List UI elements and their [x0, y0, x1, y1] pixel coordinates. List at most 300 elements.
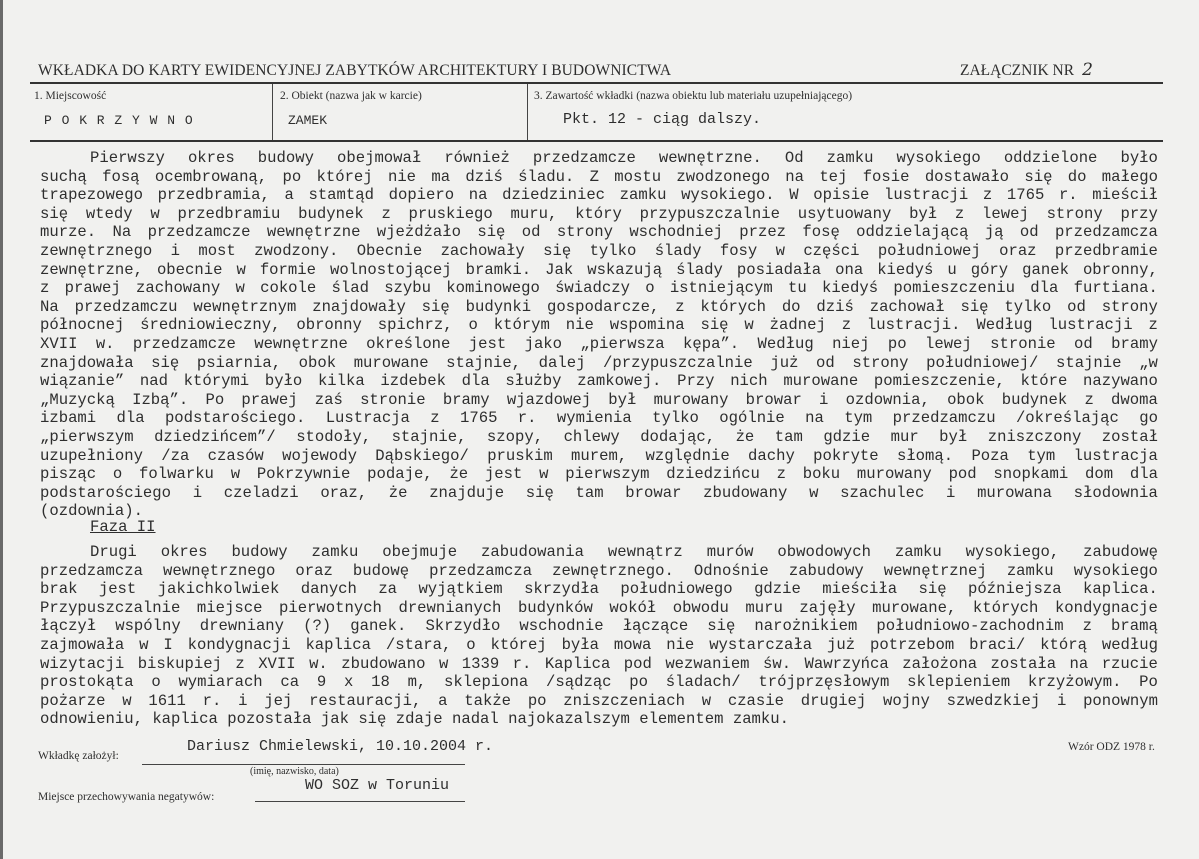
word: zajęły [799, 598, 856, 617]
text-line [40, 316, 1158, 335]
text-line [40, 655, 1158, 674]
word: r. [202, 691, 222, 710]
word: trójprzęsłowym [758, 673, 890, 692]
text-line [40, 580, 1158, 599]
word: po [887, 334, 907, 353]
word: lustracji [884, 186, 969, 205]
word: kominowego [446, 279, 540, 298]
word: w [438, 654, 449, 673]
word: wysokiego [1073, 561, 1158, 580]
author-hint: (imię, nazwisko, data) [250, 766, 339, 777]
word: 9 [316, 673, 327, 692]
form-version: Wzór ODZ 1978 r. [1068, 741, 1155, 753]
word: zbudowany [703, 483, 788, 502]
word: i [1056, 691, 1067, 710]
word: ganek [1022, 260, 1069, 279]
word: zaś [314, 390, 343, 409]
word: nadal [451, 710, 499, 729]
word: 18 [371, 673, 390, 692]
word: zbudowano [341, 654, 426, 673]
word: budynek [1001, 390, 1068, 409]
annex-label-text: ZAŁĄCZNIK NR [960, 62, 1075, 79]
word: względnie [645, 446, 730, 465]
word: dla [116, 409, 145, 428]
word: na [805, 409, 824, 428]
word: wjazdowej [506, 390, 592, 409]
word: wysokiego. [681, 186, 775, 205]
word: suchą [40, 167, 87, 186]
word: z [1084, 390, 1094, 409]
word: u [947, 260, 957, 279]
word: stajnie, [446, 353, 522, 372]
word: Jak [545, 260, 574, 279]
word: z [1082, 617, 1092, 636]
word: kondygnacji [187, 635, 291, 654]
word: określone [366, 334, 451, 353]
word: wewnętrzne [254, 334, 348, 353]
word: dla [1129, 465, 1158, 484]
word: się [151, 353, 180, 372]
word: się [1024, 167, 1053, 186]
word: przedzamczu [74, 297, 178, 316]
word: ją [984, 223, 1004, 242]
word: chlewy [563, 427, 620, 446]
word: oraz, [320, 483, 368, 502]
word: wymiarach [178, 673, 263, 692]
word: Wawrzyńca [804, 654, 889, 673]
word: śladu. [518, 167, 575, 186]
word: obejmuje [382, 543, 458, 561]
word: żadnej [769, 316, 826, 335]
word: z [1148, 316, 1158, 335]
word: od [816, 353, 835, 372]
text-line [40, 428, 1158, 447]
word: stronie [360, 390, 426, 409]
word: strony [556, 223, 613, 242]
word: został [1101, 427, 1158, 446]
word: ślady [654, 241, 702, 260]
word: dla [461, 372, 490, 391]
word: od [1019, 223, 1039, 242]
word: służby [505, 372, 562, 391]
word: murowany [856, 465, 932, 484]
text-line [40, 186, 1158, 205]
word: Przypuszczalnie [40, 598, 181, 617]
text-line [40, 636, 1158, 655]
word: tu [788, 279, 807, 298]
word: Skrzydło [425, 617, 501, 636]
word: 1611 [148, 691, 186, 710]
word: „Muzycką [40, 390, 115, 409]
word: nie [387, 167, 417, 186]
word: południowo-zachodnim [876, 617, 1064, 636]
word: z [381, 204, 391, 223]
word: zamku [311, 543, 359, 561]
word: który [575, 204, 622, 223]
form-title: WKŁADKA DO KARTY EWIDENCYJNEJ ZABYTKÓW ARCHITEKTURY I BUDOWNICTWA [38, 62, 672, 79]
word: przedbramiu [177, 204, 281, 223]
word: śladach/ [665, 673, 741, 692]
word: wokół [609, 598, 657, 617]
word: fosą [102, 167, 140, 186]
word: lewej [982, 204, 1029, 223]
word: brak [40, 580, 78, 599]
text-line [40, 242, 1158, 261]
word: wysokiego, [965, 543, 1060, 561]
word: łączył [40, 617, 97, 636]
word: pierwotnych [278, 598, 382, 617]
word: południowego [620, 580, 733, 599]
word: słodownia [1073, 483, 1158, 502]
word: trapezowego [40, 186, 143, 205]
word: a [438, 691, 448, 710]
word: formie [259, 260, 316, 279]
word: tylko [1004, 297, 1052, 316]
word: się [421, 297, 450, 316]
word: podstarościego [40, 483, 172, 502]
word: tym [1027, 446, 1056, 465]
word: zajmowała [40, 635, 125, 654]
word: (ozdownia). [40, 502, 143, 521]
word: z [430, 409, 440, 428]
word: tam [575, 483, 604, 502]
field-label-object: 2. Obiekt (nazwa jak w karcie) [280, 90, 422, 102]
word: boku [802, 465, 841, 484]
text-line [40, 168, 1158, 187]
word: bramy [1111, 334, 1158, 353]
word: świadczy [555, 279, 630, 298]
word: przedzamcza [40, 561, 143, 580]
word: wymienia [556, 409, 632, 428]
word: czeladzi [223, 483, 299, 502]
word: snopkami [993, 465, 1069, 484]
word: przedbramia, [157, 186, 270, 205]
word: ganek. [350, 617, 407, 636]
word: jest [468, 334, 507, 353]
word: było [264, 372, 303, 391]
word: i [946, 483, 956, 502]
word: przez [739, 223, 787, 242]
word: nad [139, 372, 168, 391]
word: Odnośnie [693, 561, 769, 580]
word: kilka [317, 372, 365, 391]
word: której [490, 635, 547, 654]
word: dom [1085, 465, 1114, 484]
word: lustracji [1048, 316, 1133, 335]
column-divider [527, 84, 528, 142]
word: Izbą”. [132, 390, 189, 409]
word: w [230, 465, 241, 484]
word: że [388, 483, 408, 502]
word: wewnątrz [607, 543, 683, 561]
word: dziś [465, 167, 503, 186]
word: posiadała [736, 260, 822, 279]
word: zewnętrznego [40, 241, 153, 260]
word: kondygnacje [1054, 598, 1158, 617]
word: muru, [510, 204, 558, 223]
word: w [236, 260, 246, 279]
word: obwodu [672, 598, 729, 617]
word: Lustracja [325, 409, 410, 428]
word: most [198, 241, 236, 260]
text-line [40, 465, 1158, 484]
word: zamku. [732, 710, 789, 729]
word: lustracji. [866, 316, 961, 335]
word: krzyżowym. [1027, 673, 1122, 692]
word: zamkowej. [577, 372, 662, 391]
word: tej [819, 167, 848, 186]
word: którą [1040, 635, 1087, 654]
word: stajnie, [391, 427, 467, 446]
word: Drugi [90, 543, 137, 561]
word: elementem [639, 710, 724, 729]
word: wolnostojącej [329, 260, 452, 279]
word: dopiero [388, 186, 455, 205]
word: przedbramie [1054, 241, 1158, 260]
word: od [521, 223, 541, 242]
word: nie [565, 316, 594, 335]
word: pokryte [813, 446, 879, 465]
word: już [827, 635, 856, 654]
word: zewnętrzne, [40, 260, 143, 279]
word: mieściła [822, 580, 898, 599]
word: mieścił [1092, 186, 1158, 205]
word: jest [484, 465, 523, 484]
word: i [238, 691, 248, 710]
text-line [40, 599, 1158, 618]
word: Po [1139, 673, 1158, 692]
word: wizytacji [40, 654, 125, 673]
negatives-underline [255, 801, 465, 802]
word: niej [832, 334, 870, 353]
word: okres [160, 543, 208, 561]
word: na [468, 186, 488, 205]
word: furtiana. [1073, 279, 1158, 298]
word: zachowały [440, 241, 525, 260]
word: pożarze [40, 691, 106, 710]
word: okres [187, 149, 235, 167]
word: że [449, 465, 469, 484]
word: przedzamcze [532, 149, 636, 167]
word: m, [407, 673, 427, 692]
word: kiedyś [821, 279, 879, 298]
text-line [40, 710, 1158, 729]
word: średniowieczny, [140, 316, 281, 335]
word: wezwaniem [665, 654, 750, 673]
word: prawej [241, 390, 298, 409]
word: murem, [571, 446, 628, 465]
author-label: Wkładkę założył: [38, 750, 119, 762]
word: w [809, 483, 819, 502]
word: ona [835, 260, 864, 279]
word: że [735, 427, 755, 446]
word: słomą. [896, 446, 954, 465]
word: ślady [676, 260, 723, 279]
word: braci/ [969, 635, 1026, 654]
word: dwoma [1111, 390, 1158, 409]
word: r. [517, 409, 537, 428]
word: się [543, 241, 572, 260]
word: czasie [727, 691, 784, 710]
word: pod [948, 465, 977, 484]
word: wewnętrzne [266, 223, 361, 242]
word: w. [95, 334, 115, 353]
word: którym [493, 316, 550, 335]
word: szachulec [840, 483, 925, 502]
word: lewej [924, 334, 972, 353]
word: o [112, 465, 123, 484]
word: o [466, 635, 476, 654]
word: oraz [295, 561, 333, 580]
word: wojny [883, 691, 930, 710]
word: dla [1030, 279, 1059, 298]
word: obronny, [1082, 260, 1158, 279]
word: z [40, 279, 50, 298]
word: się [525, 483, 554, 502]
word: po [282, 167, 302, 186]
word: ślad [331, 279, 369, 298]
word: po [629, 673, 649, 692]
word: danych [300, 580, 357, 599]
word: murowane, [872, 598, 957, 617]
word: pod [623, 654, 652, 673]
word: był [939, 427, 968, 446]
body-paragraph-2 [40, 543, 1158, 729]
word: przedzamcze [132, 334, 236, 353]
word: w [744, 316, 754, 335]
word: zniszczony [987, 427, 1082, 446]
word: nie [666, 635, 695, 654]
field-value-contents: Pkt. 12 - ciąg dalszy. [563, 111, 762, 128]
word: zewnętrznego. [552, 561, 674, 580]
scan-edge [0, 0, 3, 859]
word: wskazują [587, 260, 663, 279]
text-line [40, 372, 1158, 391]
word: ponownym [1083, 691, 1158, 710]
word: przypuszczalnie [639, 204, 780, 223]
word: dalej [538, 353, 586, 372]
word: przedzamcze [147, 223, 251, 242]
word: pruskim [487, 446, 553, 465]
word: wspólny [115, 617, 181, 636]
word: przedzamcza [1054, 223, 1158, 242]
word: „w [1139, 353, 1158, 372]
author-value: Dariusz Chmielewski, 10.10.2004 r. [187, 738, 494, 755]
field-label-locality: 1. Miejscowość [34, 90, 107, 102]
word: nich [730, 372, 768, 391]
word: wystarczała [709, 635, 813, 654]
word: murów [706, 543, 754, 561]
text-line [40, 484, 1158, 503]
word: z [776, 465, 786, 484]
word: pruskiego [408, 204, 493, 223]
word: 1339 [461, 654, 500, 673]
negatives-label: Miejsce przechowywania negatywów: [38, 791, 215, 803]
word: się [707, 617, 736, 636]
word: ca [280, 673, 300, 692]
word: w [139, 635, 149, 654]
word: mowa [613, 635, 652, 654]
word: usytuowany [797, 204, 892, 223]
word: bramy [442, 390, 490, 409]
word: wschodniej [629, 223, 723, 242]
word: wewnętrznego [163, 561, 276, 580]
word: się [477, 223, 506, 242]
word: obronny [296, 316, 362, 335]
word: murowana [977, 483, 1052, 502]
word: lustracja [1073, 446, 1158, 465]
word: szwedzkiej [946, 691, 1041, 710]
word: dostawało [924, 167, 1010, 186]
word: południowej/ [926, 353, 1039, 372]
word: budowę [352, 561, 410, 580]
word: się [918, 580, 947, 599]
word: które [1020, 372, 1068, 391]
word: kaplica [305, 635, 371, 654]
word: wojewody [282, 446, 357, 465]
word: małego [1101, 167, 1158, 186]
word: wjeżdżało [376, 223, 461, 242]
word: murowane [353, 353, 429, 372]
word: oddzielającą [856, 223, 969, 242]
word: których [700, 297, 766, 316]
text-line [40, 298, 1158, 317]
word: 1765 [460, 409, 498, 428]
word: pozostała [227, 710, 312, 729]
word: r. [512, 654, 532, 673]
word: było [1120, 149, 1158, 167]
word: pisząc [40, 465, 97, 484]
annex-number: 2 [1082, 60, 1093, 80]
word: wspomina [609, 316, 685, 335]
word: obecnie [156, 260, 223, 279]
word: według [1101, 635, 1158, 654]
word: strony [1046, 204, 1103, 223]
word: którymi [183, 372, 250, 391]
word: i [170, 241, 180, 260]
header-bottom-rule [30, 140, 1163, 142]
word: w. [309, 654, 328, 673]
word: prawej [64, 279, 121, 298]
word: w [235, 279, 245, 298]
word: czasów [207, 446, 264, 465]
word: sklepiona [444, 673, 529, 692]
word: a [284, 186, 294, 205]
text-line [40, 335, 1158, 354]
text-line [40, 354, 1158, 373]
word: tam [774, 427, 803, 446]
word: o [468, 316, 478, 335]
word: tylko [589, 241, 637, 260]
word: tym [844, 409, 873, 428]
word: wschodnie [519, 617, 604, 636]
word: wewnętrznej [883, 561, 987, 580]
text-line [40, 391, 1158, 410]
word: gdzie [823, 427, 871, 446]
word: 1765 [1006, 186, 1045, 205]
word: wtedy [85, 204, 133, 223]
word: biskupiej [137, 654, 222, 673]
word: Według [976, 316, 1033, 335]
word: obok [947, 390, 985, 409]
word: podaje, [367, 465, 433, 484]
word: się [960, 297, 989, 316]
word: browar [745, 390, 802, 409]
word: XVII [40, 334, 78, 353]
header-top-rule [30, 82, 1163, 84]
word: Pokrzywnie [256, 465, 351, 484]
word: browar [625, 483, 682, 502]
